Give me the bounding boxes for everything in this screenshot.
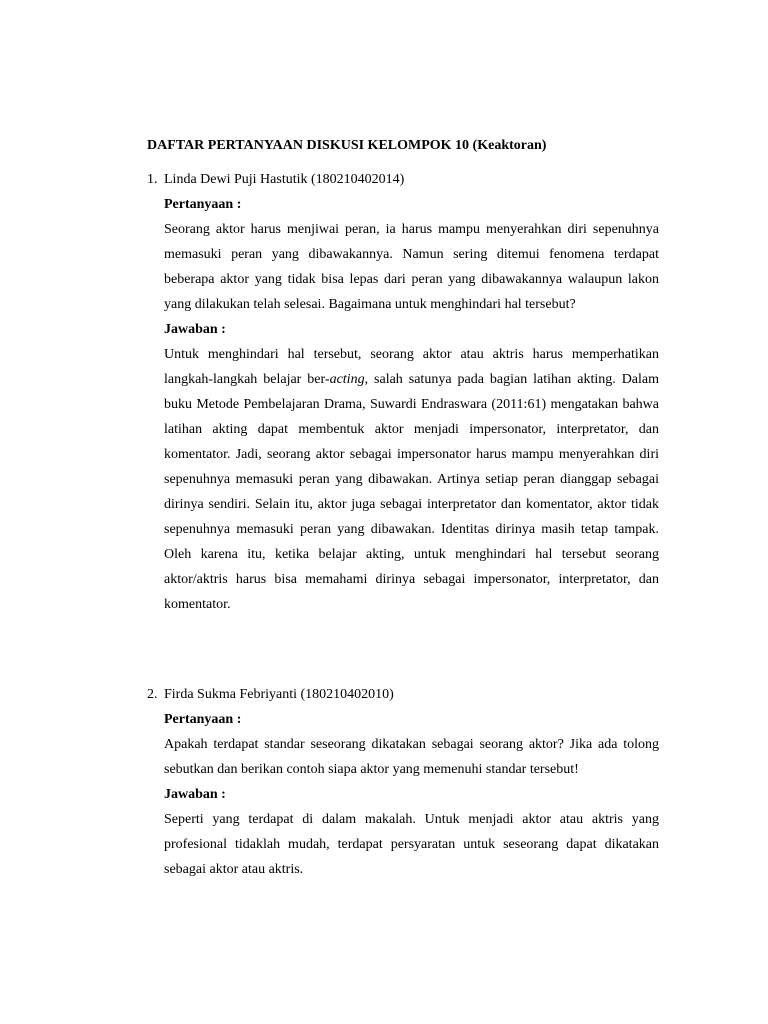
list-item-name: Linda Dewi Puji Hastutik (180210402014): [164, 172, 405, 187]
answer-text: Seperti yang terdapat di dalam makalah. Untuk menjadi aktor atau aktris yang profesional tidaklah mudah, terdapat persyaratan untuk seseorang dapat dikatakan sebagai aktor atau aktris.: [164, 812, 659, 877]
question-label: Pertanyaan :: [164, 197, 242, 212]
answer-label: Jawaban :: [164, 322, 226, 337]
answer-text: [164, 342, 659, 617]
question-text: Apakah terdapat standar seseorang dikatakan sebagai seorang aktor? Jika ada tolong sebutkan dan berikan contoh siapa aktor yang memenuhi standar tersebut!: [164, 737, 659, 777]
answer-text-part: , salah satunya pada bagian latihan akting. Dalam buku Metode Pembelajaran Drama, Suwardi Endraswara (2011:61) mengatakan bahwa latihan akting dapat membentuk aktor menjadi impersonator, interpretator, dan komentator. Jadi, seorang aktor sebagai impersonator harus mampu menyerahkan diri sepenuhnya memasuki peran yang dibawakan. Artinya setiap peran dianggap sebagai dirinya sendiri. Selain itu, aktor juga sebagai interpretator dan komentator, aktor tidak sepenuhnya memasuki peran yang dibawakan. Identitas dirinya masih tetap tampak. Oleh karena itu, ketika belajar akting, untuk menghindari hal tersebut seorang aktor/aktris harus bisa memahami dirinya sebagai impersonator, interpretator, dan komentator.: [164, 372, 660, 612]
answer-italic-term: acting: [329, 372, 365, 387]
list-item-number: 2.: [147, 687, 158, 702]
list-item: [147, 168, 659, 617]
question-label: Pertanyaan :: [164, 712, 242, 727]
list-item-name: Firda Sukma Febriyanti (180210402010): [164, 687, 394, 702]
list-item-body: [164, 192, 659, 617]
list-item-header: [147, 683, 659, 707]
document-title: DAFTAR PERTANYAAN DISKUSI KELOMPOK 10 (Keaktoran): [147, 138, 547, 153]
answer-text-part: Untuk menghindari hal tersebut, seorang aktor atau aktris harus memperhatikan langkah-langkah belajar ber-: [164, 347, 659, 387]
answer-label: Jawaban :: [164, 787, 226, 802]
question-text: Seorang aktor harus menjiwai peran, ia harus mampu menyerahkan diri sepenuhnya memasuki peran yang dibawakannya. Namun sering ditemui fenomena terdapat beberapa aktor yang tidak bisa lepas dari peran yang dibawakannya walaupun lakon yang dilakukan telah selesai. Bagaimana untuk menghindari hal tersebut?: [164, 222, 659, 312]
list-item: [147, 683, 659, 882]
list-item-header: [147, 168, 659, 192]
list-item-body: [164, 707, 659, 882]
list-item-number: 1.: [147, 172, 158, 187]
